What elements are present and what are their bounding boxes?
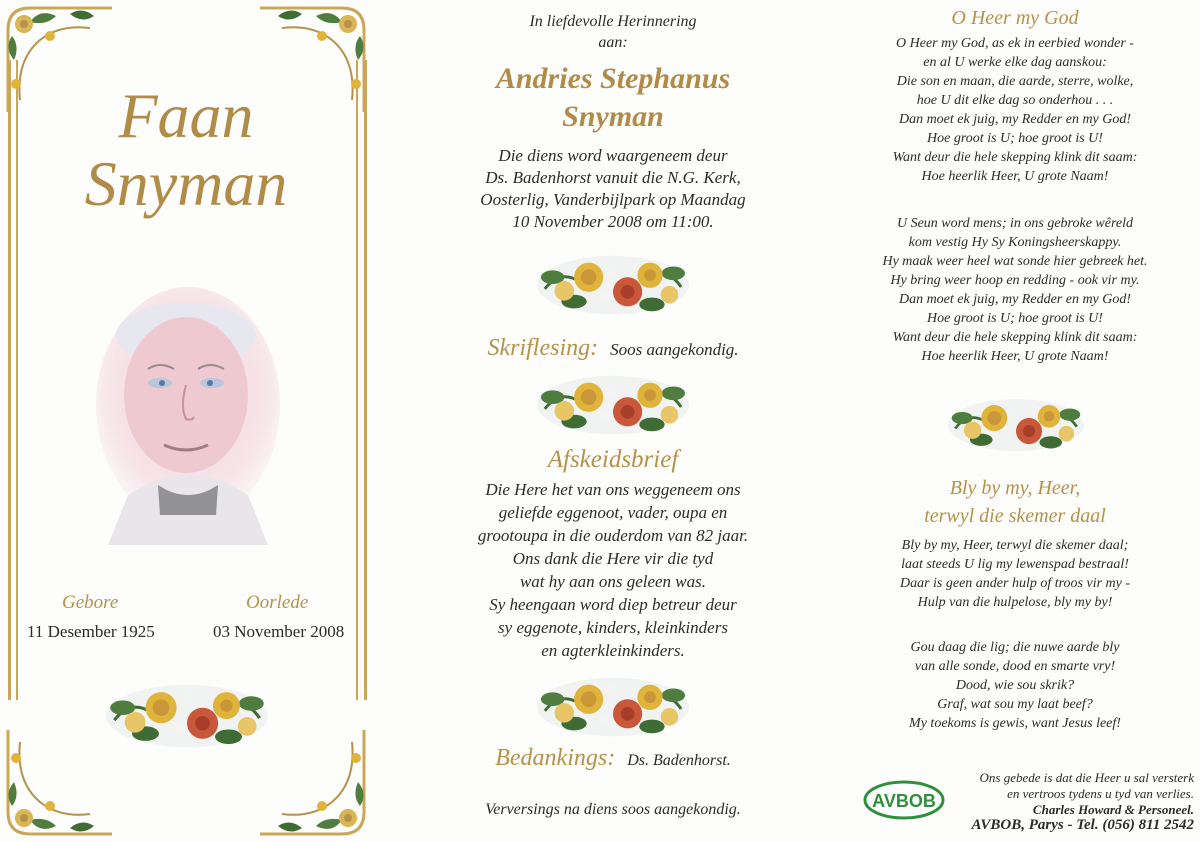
hymn1-line: Dan moet ek juig, my Redder en my God! [898,112,1132,127]
rose-ornament-1 [530,248,696,322]
hymn1-line: hoe U dit elke dag so onderhou . . . [916,93,1114,108]
hymn-panel [860,0,1200,842]
born-label: Gebore [62,592,119,613]
portrait-photo [88,285,288,545]
refreshments-note: Verversings na diens soos aangekondig. [485,801,741,818]
farewell-heading: Afskeidsbrief [547,446,679,473]
hymn2-line: U Seun word mens; in ons gebroke wêreld [896,216,1134,231]
farewell-line: sy eggenote, kinders, kleinkinders [498,618,728,637]
hymn2-line: Dan moet ek juig, my Redder en my God! [898,292,1132,307]
service-line: Ds. Badenhorst vanuit die N.G. Kerk, [485,168,741,187]
died-date: 03 November 2008 [213,622,345,641]
farewell-line: geliefde eggenoot, vader, oupa en [498,503,728,522]
service-line: Oosterlig, Vanderbijlpark op Maandag [480,190,746,209]
footer-line-2: en vertroos tydens u tyd van verlies. [1007,786,1194,801]
hymn2-line: Hy bring weer hoop en redding - ook vir my. [890,273,1140,288]
hymn2-line: kom vestig Hy Sy Koningsheerskappy. [908,235,1122,250]
hymn1-line: Die son en maan, die aarde, sterre, wolke, [896,74,1134,89]
hymn1-line: en al U werke elke dag aanskou: [923,55,1107,70]
farewell-line: Sy heengaan word diep betreur deur [489,595,737,614]
farewell-line: wat hy aan ons geleen was. [519,572,707,591]
full-name-line-2: Snyman [562,100,664,133]
rose-ornament-cover [104,676,270,756]
service-line: 10 November 2008 om 11:00. [512,212,714,231]
corner-ornament-bottom-right [252,722,372,842]
hymn4-line: Dood, wie sou skrik? [955,678,1075,693]
hymn1-line: Want deur die hele skepping klink dit saam: [892,150,1138,165]
farewell-line: en agterkleinkinders. [541,641,685,660]
hymn3-title-line-1: Bly by my, Heer, [949,477,1081,499]
hymn3-title-line-2: terwyl die skemer daal [924,505,1106,527]
cover-surname: Snyman [84,148,288,219]
rose-ornament-3 [530,670,696,744]
farewell-line: Ons dank die Here vir die tyd [512,549,714,568]
thanks-text: Ds. Badenhorst. [627,752,731,769]
hymn1-line: O Heer my God, as ek in eerbied wonder - [896,36,1134,51]
intro-line-1: In liefdevolle Herinnering [529,13,697,30]
thanks-row [448,744,778,772]
hymn2-line: Hy maak weer heel wat sonde hier gebreek het. [882,254,1148,269]
hymn2-line: Hoe heerlik Heer, U grote Naam! [921,349,1109,364]
avbob-logo [863,780,945,820]
hymn4-line: van alle sonde, dood en smarte vry! [914,659,1116,674]
hymn1-line: Hoe groot is U; hoe groot is U! [927,131,1103,146]
farewell-line: grootoupa in die ouderdom van 82 jaar. [477,526,749,545]
rose-ornament-2 [530,368,696,442]
avbob-logo-text: AVBOB [872,791,936,811]
hymn3-line: Daar is geen ander hulp of troos vir my - [899,576,1131,591]
thanks-label: Bedankings: [495,745,616,771]
full-name-line-1: Andries Stephanus [495,62,731,95]
died-label: Oorlede [246,592,309,613]
service-line: Die diens word waargeneem deur [498,146,728,165]
footer-line-3: Charles Howard & Personeel. [1032,802,1194,817]
hymn4-line: Graf, wat sou my laat beef? [937,697,1093,712]
intro-line-2: aan: [598,34,628,51]
born-date: 11 Desember 1925 [27,622,155,641]
reading-text: Soos aangekondig. [610,340,739,359]
hymn3-line: Bly by my, Heer, terwyl die skemer daal; [901,538,1129,553]
footer-line-4: AVBOB, Parys - Tel. (056) 811 2542 [971,817,1194,833]
hymn3-line: Hulp van die hulpelose, bly my by! [917,595,1113,610]
service-panel [448,0,778,842]
reading-label: Skriflesing: [487,335,599,361]
footer-line-1: Ons gebede is dat die Heer u sal versterk [979,770,1194,785]
cover-first-name: Faan [118,80,254,151]
hymn2-line: Want deur die hele skepping klink dit saam: [892,330,1138,345]
farewell-line: Die Here het van ons weggeneem ons [485,480,741,499]
corner-ornament-bottom-left [0,722,120,842]
hymn4-line: My toekoms is gewis, want Jesus leef! [909,716,1121,731]
hymn2-line: Hoe groot is U; hoe groot is U! [927,311,1103,326]
cover-panel [0,0,372,842]
hymn4-line: Gou daag die lig; die nuwe aarde bly [910,640,1120,655]
hymn3-line: laat steeds U lig my lewenspad bestraal! [901,557,1129,572]
rose-ornament-4 [946,392,1086,458]
hymn1-line: Hoe heerlik Heer, U grote Naam! [921,169,1109,184]
reading-row [448,334,778,362]
hymn1-title: O Heer my God [951,7,1079,29]
